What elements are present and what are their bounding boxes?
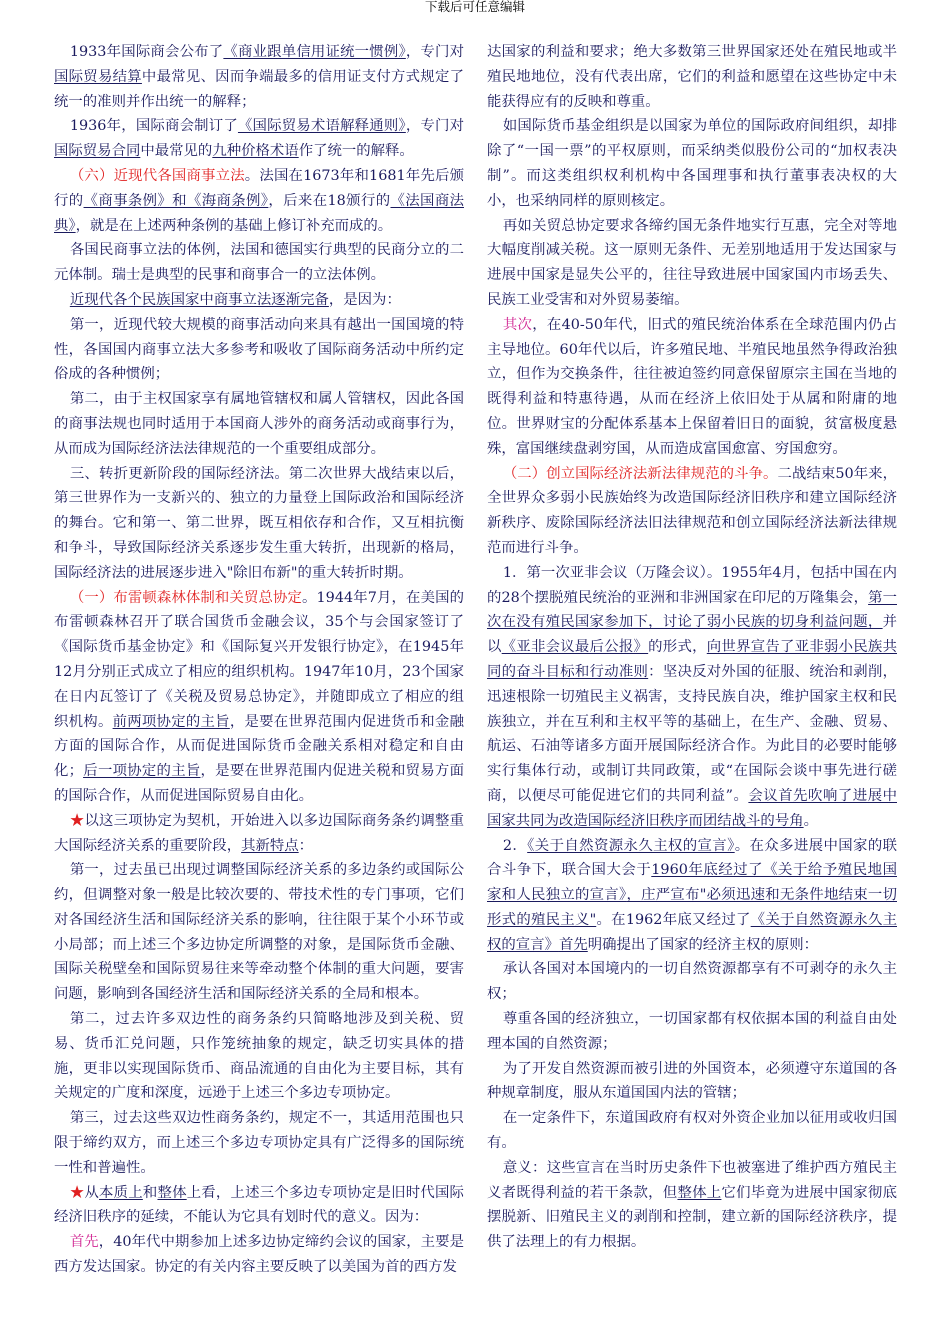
- underlined-term: 整体上: [677, 1184, 722, 1201]
- paragraph: 为了开发自然资源而被引进的外国资本，必须遵守东道国的各种规章制度，服从东道国国内法的管辖；: [487, 1060, 897, 1102]
- underlined-term: 近现代各个民族国家中商事立法逐渐完备: [69, 291, 329, 308]
- paragraph: 再如关贸总协定要求各缔约国无条件地实行互惠，完全对等地大幅度削减关税。这一原则无条件、无差别地适用于发达国家与进展中国家是显失公平的，往往导致进展中国家国内市场丢失、民族工业受害和对外贸易萎缩。: [487, 217, 897, 308]
- star-icon: ★: [69, 1184, 85, 1201]
- paragraph: （一）布雷顿森林体制和关贸总协定。1944年7月，在美国的布雷顿森林召开了联合国货币金融会议，35个与会国家签订了《国际货币基金协定》和《国际复兴开发银行协定》，在1945年12月分别正式成立了相应的组织机构。1947年10月，23个国家在日内瓦签订了《关税及贸易总协定》，并随即成立了相应的组织机构。前两项协定的主旨，是要在世界范围内促进货币和金融方面的国际合作，从而促进国际货币金融关系相对稳定和自由化；后一项协定的主旨，是要在世界范围内促进关税和贸易方面的国际合作，从而促进国际贸易自由化。: [54, 589, 464, 804]
- underlined-term: 后一项协定的主旨: [83, 763, 201, 780]
- left-column: [54, 40, 464, 1280]
- paragraph: 2．《关于自然资源永久主权的宣言》。在众多进展中国家的联合斗争下，联合国大会于1960年底经过了《关于给予殖民地国家和人民独立的宣言》，庄严宣布"必须迅速和无条件地结束一切形式的殖民主义"。在1962年底又经过了《关于自然资源永久主权的宣言》首先明确提出了国家的经济主权的原则：: [487, 837, 898, 953]
- paragraph: 三、转折更新阶段的国际经济法。第二次世界大战结束以后，第三世界作为一支新兴的、独立的力量登上国际政治和国际经济的舞台。它和第一、第二世界，既互相依存和合作，又互相抗衡和争斗，导致国际经济关系逐步发生重大转折，出现新的格局，国际经济法的进展逐步进入"除旧布新"的重大转折时期。: [54, 465, 464, 581]
- paragraph: 第一，过去虽已出现过调整国际经济关系的多边条约或国际公约，但调整对象一般是比较次要的、带技术性的专门事项，它们对各国经济生活和国际经济关系的影响，往往限于某个小环节或小局部；而上述三个多边协定所调整的对象，是国际货币金融、国际关税壁垒和国际贸易往来等牵动整个体制的重大问题，要害问题，影响到各国经济生活和国际经济关系的全局和根本。: [54, 862, 464, 1003]
- section-heading: （二）创立国际经济法新法律规范的斗争。: [502, 465, 778, 482]
- paragraph: ★以这三项协定为契机，开始进入以多边国际商务条约调整重大国际经济关系的重要阶段，其新特点：: [54, 812, 464, 854]
- underlined-term: 向世界宣告了亚非弱小民族共同的奋斗目标和行动准则: [487, 639, 897, 680]
- underlined-title: 《商业跟单信用证统一惯例》: [223, 44, 406, 60]
- paragraph: 第二，过去许多双边性的商务条约只简略地涉及到关税、贸易、货币汇兑问题，只作笼统抽象的规定，缺乏切实具体的措施，更非以实现国际货币、商品流通的自由化为主要目标，其有关规定的广度和深度，远逊于上述三个多边专项协定。: [54, 1011, 464, 1102]
- paragraph: 第二，由于主权国家享有属地管辖权和属人管辖权，因此各国的商事法规也同时适用于本国商人涉外的商务活动或商事行为，从而成为国际经济法法律规范的一个重要组成部分。: [54, 391, 464, 457]
- paragraph: 意义：这些宣言在当时历史条件下也被塞进了维护西方殖民主义者既得利益的若干条款，但整体上它们毕竟为进展中国家彻底摆脱新、旧殖民主义的剥削和控制，建立新的国际经济秩序，提供了法理上的有力根据。: [487, 1159, 897, 1251]
- paragraph: 1933年国际商会公布了《商业跟单信用证统一惯例》，专门对国际贸易结算中最常见、因而争端最多的信用证支付方式规定了统一的准则并作出统一的解释；: [54, 44, 465, 110]
- paragraph: 首先，40年代中期参加上述多边协定缔约会议的国家，主要是西方发达国家。协定的有关内容主要反映了以美国为首的西方发: [54, 1234, 464, 1276]
- paragraph: 承认各国对本国境内的一切自然资源都享有不可剥夺的永久主权；: [487, 961, 897, 1003]
- paragraph: 尊重各国的经济独立，一切国家都有权依据本国的利益自由处理本国的自然资源；: [487, 1011, 897, 1052]
- underlined-term: 首先: [558, 936, 588, 953]
- paragraph: 其次，在40-50年代，旧式的殖民统治体系在全球范围内仍占主导地位。60年代以后，许多殖民地、半殖民地虽然争得政治独立，但作为交换条件，往往被迫签约同意保留原宗主国在当地的既得利益和特惠待遇，从而在经济上依旧处于从属和附庸的地位。世界财宝的分配体系基本上保留着旧日的面貌，贫富极度悬殊，富国继续盘剥穷国，从而造成富国愈富、穷国愈穷。: [487, 316, 897, 457]
- paragraph: 第三，过去这些双边性商务条约，规定不一，其适用范围也只限于缔约双方，而上述三个多边专项协定具有广泛得多的国际统一性和普遍性。: [54, 1110, 464, 1176]
- paragraph: 在一定条件下，东道国政府有权对外资企业加以征用或收归国有。: [487, 1110, 897, 1152]
- paragraph: ★从本质上和整体上看，上述三个多边专项协定是旧时代国际经济旧秩序的延续，不能认为它具有划时代的意义。因为：: [54, 1184, 464, 1226]
- emphasis-word: 首先: [69, 1234, 99, 1251]
- paragraph: 如国际货币基金组织是以国家为单位的国际政府间组织，却排除了“一国一票”的平权原则，而采纳类似股份公司的“加权表决制”。而这类组织权利机构中各国理事和执行董事表决权的大小，也采纳同样的原则核定。: [487, 118, 897, 209]
- underlined-term: 九种价格术语: [212, 143, 299, 160]
- underlined-title: 《国际贸易术语解释通则》: [237, 118, 406, 135]
- underlined-term: ，庄严宣布"必须迅速和无条件地结束一切形式的殖民主义": [487, 887, 897, 928]
- paragraph: 1．第一次亚非会议（万隆会议）。1955年4月，包括中国在内的28个摆脱殖民统治的亚洲和非洲国家在印尼的万隆集会，第一次在没有殖民国家参加下，讨论了弱小民族的切身利益问题，并以《亚非会议最后公报》的形式，向世界宣告了亚非弱小民族共同的奋斗目标和行动准则：坚决反对外国的征服、统治和剥削，迅速根除一切殖民主义祸害，支持民族自决，维护国家主权和民族独立，并在互利和主权平等的基础上，在生产、金融、贸易、航运、石油等诸多方面开展国际经济合作。为此目的必要时能够实行集体行动，或制订共同政策，或“在国际会谈中事先进行磋商，以便尽可能促进它们的共同利益”。会议首先吹响了进展中国家共同为改造国际经济旧秩序而团结战斗的号角。: [487, 564, 897, 829]
- emphasis-word: 其次: [502, 316, 533, 333]
- section-heading: （六）近现代各国商事立法: [69, 167, 245, 184]
- right-column: [487, 40, 897, 1255]
- underlined-title: 《关于自然资源永久主权的宣言》: [527, 837, 735, 854]
- underlined-term: 国际贸易合同: [54, 143, 141, 160]
- page-header: 下载后可任意编辑: [424, 0, 525, 14]
- underlined-term: 前两项协定的主旨: [112, 713, 230, 730]
- underlined-title: 《商事条例》和《海商条例》: [83, 192, 269, 209]
- underlined-term: 1960年底经过了《关于给予殖民地国家和人民独立的宣言》: [487, 862, 897, 904]
- paragraph: （二）创立国际经济法新法律规范的斗争。二战结束50年来，全世界众多弱小民族始终为改造国际经济旧秩序和建立国际经济新秩序、废除国际经济法旧法律规范和创立国际经济法新法律规范而进行斗争。: [487, 465, 898, 556]
- paragraph: 各国民商事立法的体例，法国和德国实行典型的民商分立的二元体制。瑞士是典型的民事和商事合一的立法体例。: [54, 242, 464, 284]
- underlined-title: 《亚非会议最后公报》: [501, 639, 649, 656]
- underlined-term: 国际贸易结算: [54, 68, 142, 85]
- underlined-term: 整体: [157, 1184, 187, 1201]
- underlined-title: 《关于自然资源永久主权的宣言》: [487, 911, 897, 953]
- star-icon: ★: [69, 812, 85, 829]
- paragraph: 达国家的利益和要求；绝大多数第三世界国家还处在殖民地或半殖民地地位，没有代表出席，它们的利益和愿望在这些协定中未能获得应有的反映和尊重。: [487, 44, 897, 110]
- underlined-term: 会议首先吹响了进展中国家共同为改造国际经济旧秩序而团结战斗的号角: [487, 787, 897, 829]
- paragraph: 1936年，国际商会制订了《国际贸易术语解释通则》，专门对国际贸易合同中最常见的九种价格术语作了统一的解释。: [54, 118, 464, 160]
- underlined-title: 《法国商法典》: [54, 192, 464, 234]
- paragraph: 第一，近现代较大规模的商事活动向来具有越出一国国境的特性，各国国内商事立法大多参考和吸收了国际商务活动中所约定俗成的各种惯例；: [54, 316, 464, 383]
- underlined-term: 第一次在没有殖民国家参加下，讨论了弱小民族的切身利益问题，: [487, 589, 897, 631]
- underlined-term: 本质上: [99, 1184, 143, 1201]
- section-heading: （一）布雷顿森林体制和关贸总协定: [69, 589, 302, 606]
- paragraph: 近现代各个民族国家中商事立法逐渐完备，是因为：: [69, 291, 401, 308]
- underlined-term: 其新特点: [241, 837, 299, 854]
- paragraph: （六）近现代各国商事立法。法国在1673年和1681年先后颁行的《商事条例》和《海商条例》，后来在18颁行的《法国商法典》，就是在上述两种条例的基础上修订补充而成的。: [54, 167, 464, 234]
